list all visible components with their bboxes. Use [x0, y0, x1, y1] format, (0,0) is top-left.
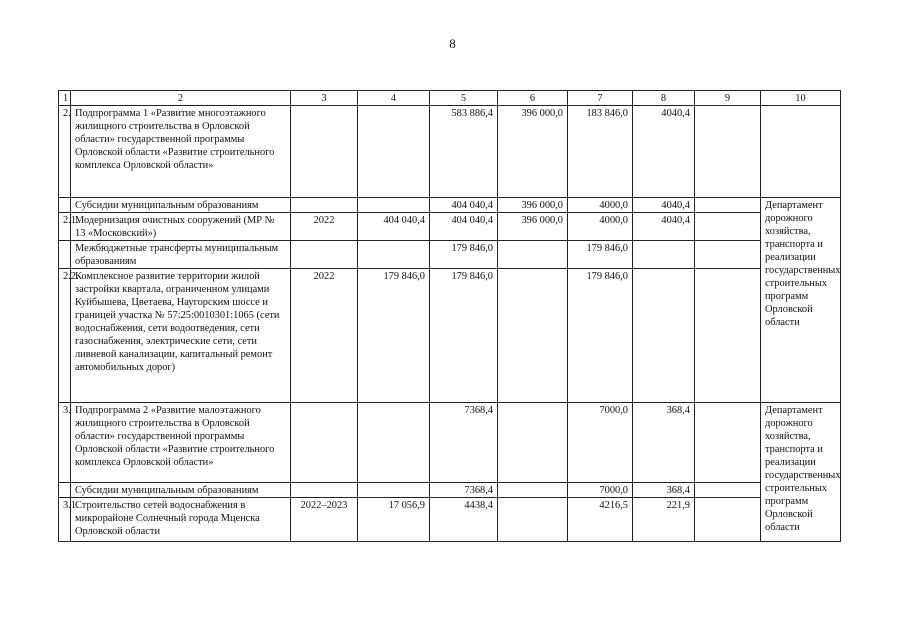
cell-col8: 4040,4 — [633, 213, 695, 241]
table-row — [59, 106, 841, 198]
cell-col9 — [695, 269, 761, 403]
header-cell: 7 — [568, 91, 633, 106]
cell-col7: 4000,0 — [568, 213, 633, 241]
row-name: Комплексное развитие территории жилой застройки квартала, ограниченном улицами Куйбышева, Цветаева, Наугорским шоссе и границей участка № 57:25:0010301:1065 (сети водоснабжения, сети водоотведения, сети газоснабжения, электрические сети, сети ливневой канализации, капитальный ремонт автомобильных дорог) — [71, 269, 291, 403]
responsible-department: Департамент дорожного хозяйства, транспорта и реализации государственных строительных программ Орловской области — [761, 403, 841, 542]
cell-col8: 368,4 — [633, 483, 695, 498]
row-cost — [358, 483, 430, 498]
row-years: 2022–2023 — [291, 498, 358, 542]
table-row — [59, 269, 841, 403]
cell-col10-empty — [761, 106, 841, 198]
cell-col5: 7368,4 — [430, 403, 498, 483]
row-years: 2022 — [291, 269, 358, 403]
header-cell: 3 — [291, 91, 358, 106]
header-cell: 8 — [633, 91, 695, 106]
cell-col7: 4216,5 — [568, 498, 633, 542]
header-cell: 1 — [59, 91, 71, 106]
row-cost: 179 846,0 — [358, 269, 430, 403]
cell-col6: 396 000,0 — [498, 198, 568, 213]
cell-col5: 404 040,4 — [430, 198, 498, 213]
cell-col7: 7000,0 — [568, 483, 633, 498]
cell-col8 — [633, 269, 695, 403]
cell-col5: 179 846,0 — [430, 269, 498, 403]
row-years — [291, 483, 358, 498]
header-cell: 9 — [695, 91, 761, 106]
row-name: Субсидии муниципальным образованиям — [71, 198, 291, 213]
row-cost: 404 040,4 — [358, 213, 430, 241]
cell-col7: 179 846,0 — [568, 269, 633, 403]
table-row — [59, 241, 841, 269]
row-cost — [358, 241, 430, 269]
cell-col6: 396 000,0 — [498, 213, 568, 241]
cell-col9 — [695, 403, 761, 483]
row-name: Подпрограмма 2 «Развитие малоэтажного жилищного строительства в Орловской области» государственной программы Орловской области «Развитие строительного комплекса Орловской области» — [71, 403, 291, 483]
header-cell: 2 — [71, 91, 291, 106]
cell-col6 — [498, 269, 568, 403]
row-cost — [358, 403, 430, 483]
row-years — [291, 198, 358, 213]
row-cost: 17 056,9 — [358, 498, 430, 542]
header-cell: 6 — [498, 91, 568, 106]
row-name: Подпрограмма 1 «Развитие многоэтажного жилищного строительства в Орловской области» государственной программы Орловской области «Развитие строительного комплекса Орловской области» — [71, 106, 291, 198]
cell-col9 — [695, 106, 761, 198]
row-name: Модернизация очистных сооружений (МР № 13 «Московский») — [71, 213, 291, 241]
row-number — [59, 483, 71, 498]
cell-col5: 179 846,0 — [430, 241, 498, 269]
cell-col9 — [695, 483, 761, 498]
table-row — [59, 198, 841, 213]
header-cell: 10 — [761, 91, 841, 106]
cell-col5: 404 040,4 — [430, 213, 498, 241]
cell-col6 — [498, 241, 568, 269]
cell-col8: 368,4 — [633, 403, 695, 483]
cell-col8: 4040,4 — [633, 106, 695, 198]
row-name: Межбюджетные трансферты муниципальным образованиям — [71, 241, 291, 269]
row-cost — [358, 106, 430, 198]
header-row — [59, 91, 841, 106]
row-number: 3. — [59, 403, 71, 483]
row-number: 3.1. — [59, 498, 71, 542]
cell-col7: 4000,0 — [568, 198, 633, 213]
row-name: Субсидии муниципальным образованиям — [71, 483, 291, 498]
cell-col5: 583 886,4 — [430, 106, 498, 198]
cell-col7: 183 846,0 — [568, 106, 633, 198]
page-number: 8 — [449, 36, 456, 51]
cell-col7: 179 846,0 — [568, 241, 633, 269]
table-row — [59, 213, 841, 241]
header-cell: 4 — [358, 91, 430, 106]
row-cost — [358, 198, 430, 213]
row-number: 2.1. — [59, 213, 71, 241]
cell-col8: 4040,4 — [633, 198, 695, 213]
row-name: Строительство сетей водоснабжения в микрорайоне Солнечный города Мценска Орловской области — [71, 498, 291, 542]
responsible-department: Департамент дорожного хозяйства, транспорта и реализации государственных строительных программ Орловской области — [761, 198, 841, 403]
table-row — [59, 498, 841, 542]
cell-col6: 396 000,0 — [498, 106, 568, 198]
cell-col5: 4438,4 — [430, 498, 498, 542]
cell-col6 — [498, 403, 568, 483]
cell-col9 — [695, 213, 761, 241]
cell-col8: 221,9 — [633, 498, 695, 542]
cell-col7: 7000,0 — [568, 403, 633, 483]
table-row — [59, 483, 841, 498]
table-row — [59, 403, 841, 483]
cell-col6 — [498, 498, 568, 542]
cell-col8 — [633, 241, 695, 269]
cell-col9 — [695, 241, 761, 269]
program-table — [58, 90, 841, 542]
row-years — [291, 241, 358, 269]
cell-col5: 7368,4 — [430, 483, 498, 498]
cell-col9 — [695, 498, 761, 542]
cell-col6 — [498, 483, 568, 498]
row-number: 2. — [59, 106, 71, 198]
row-years: 2022 — [291, 213, 358, 241]
row-years — [291, 106, 358, 198]
row-number — [59, 198, 71, 213]
header-cell: 5 — [430, 91, 498, 106]
row-number — [59, 241, 71, 269]
row-years — [291, 403, 358, 483]
row-number: 2.2. — [59, 269, 71, 403]
cell-col9 — [695, 198, 761, 213]
